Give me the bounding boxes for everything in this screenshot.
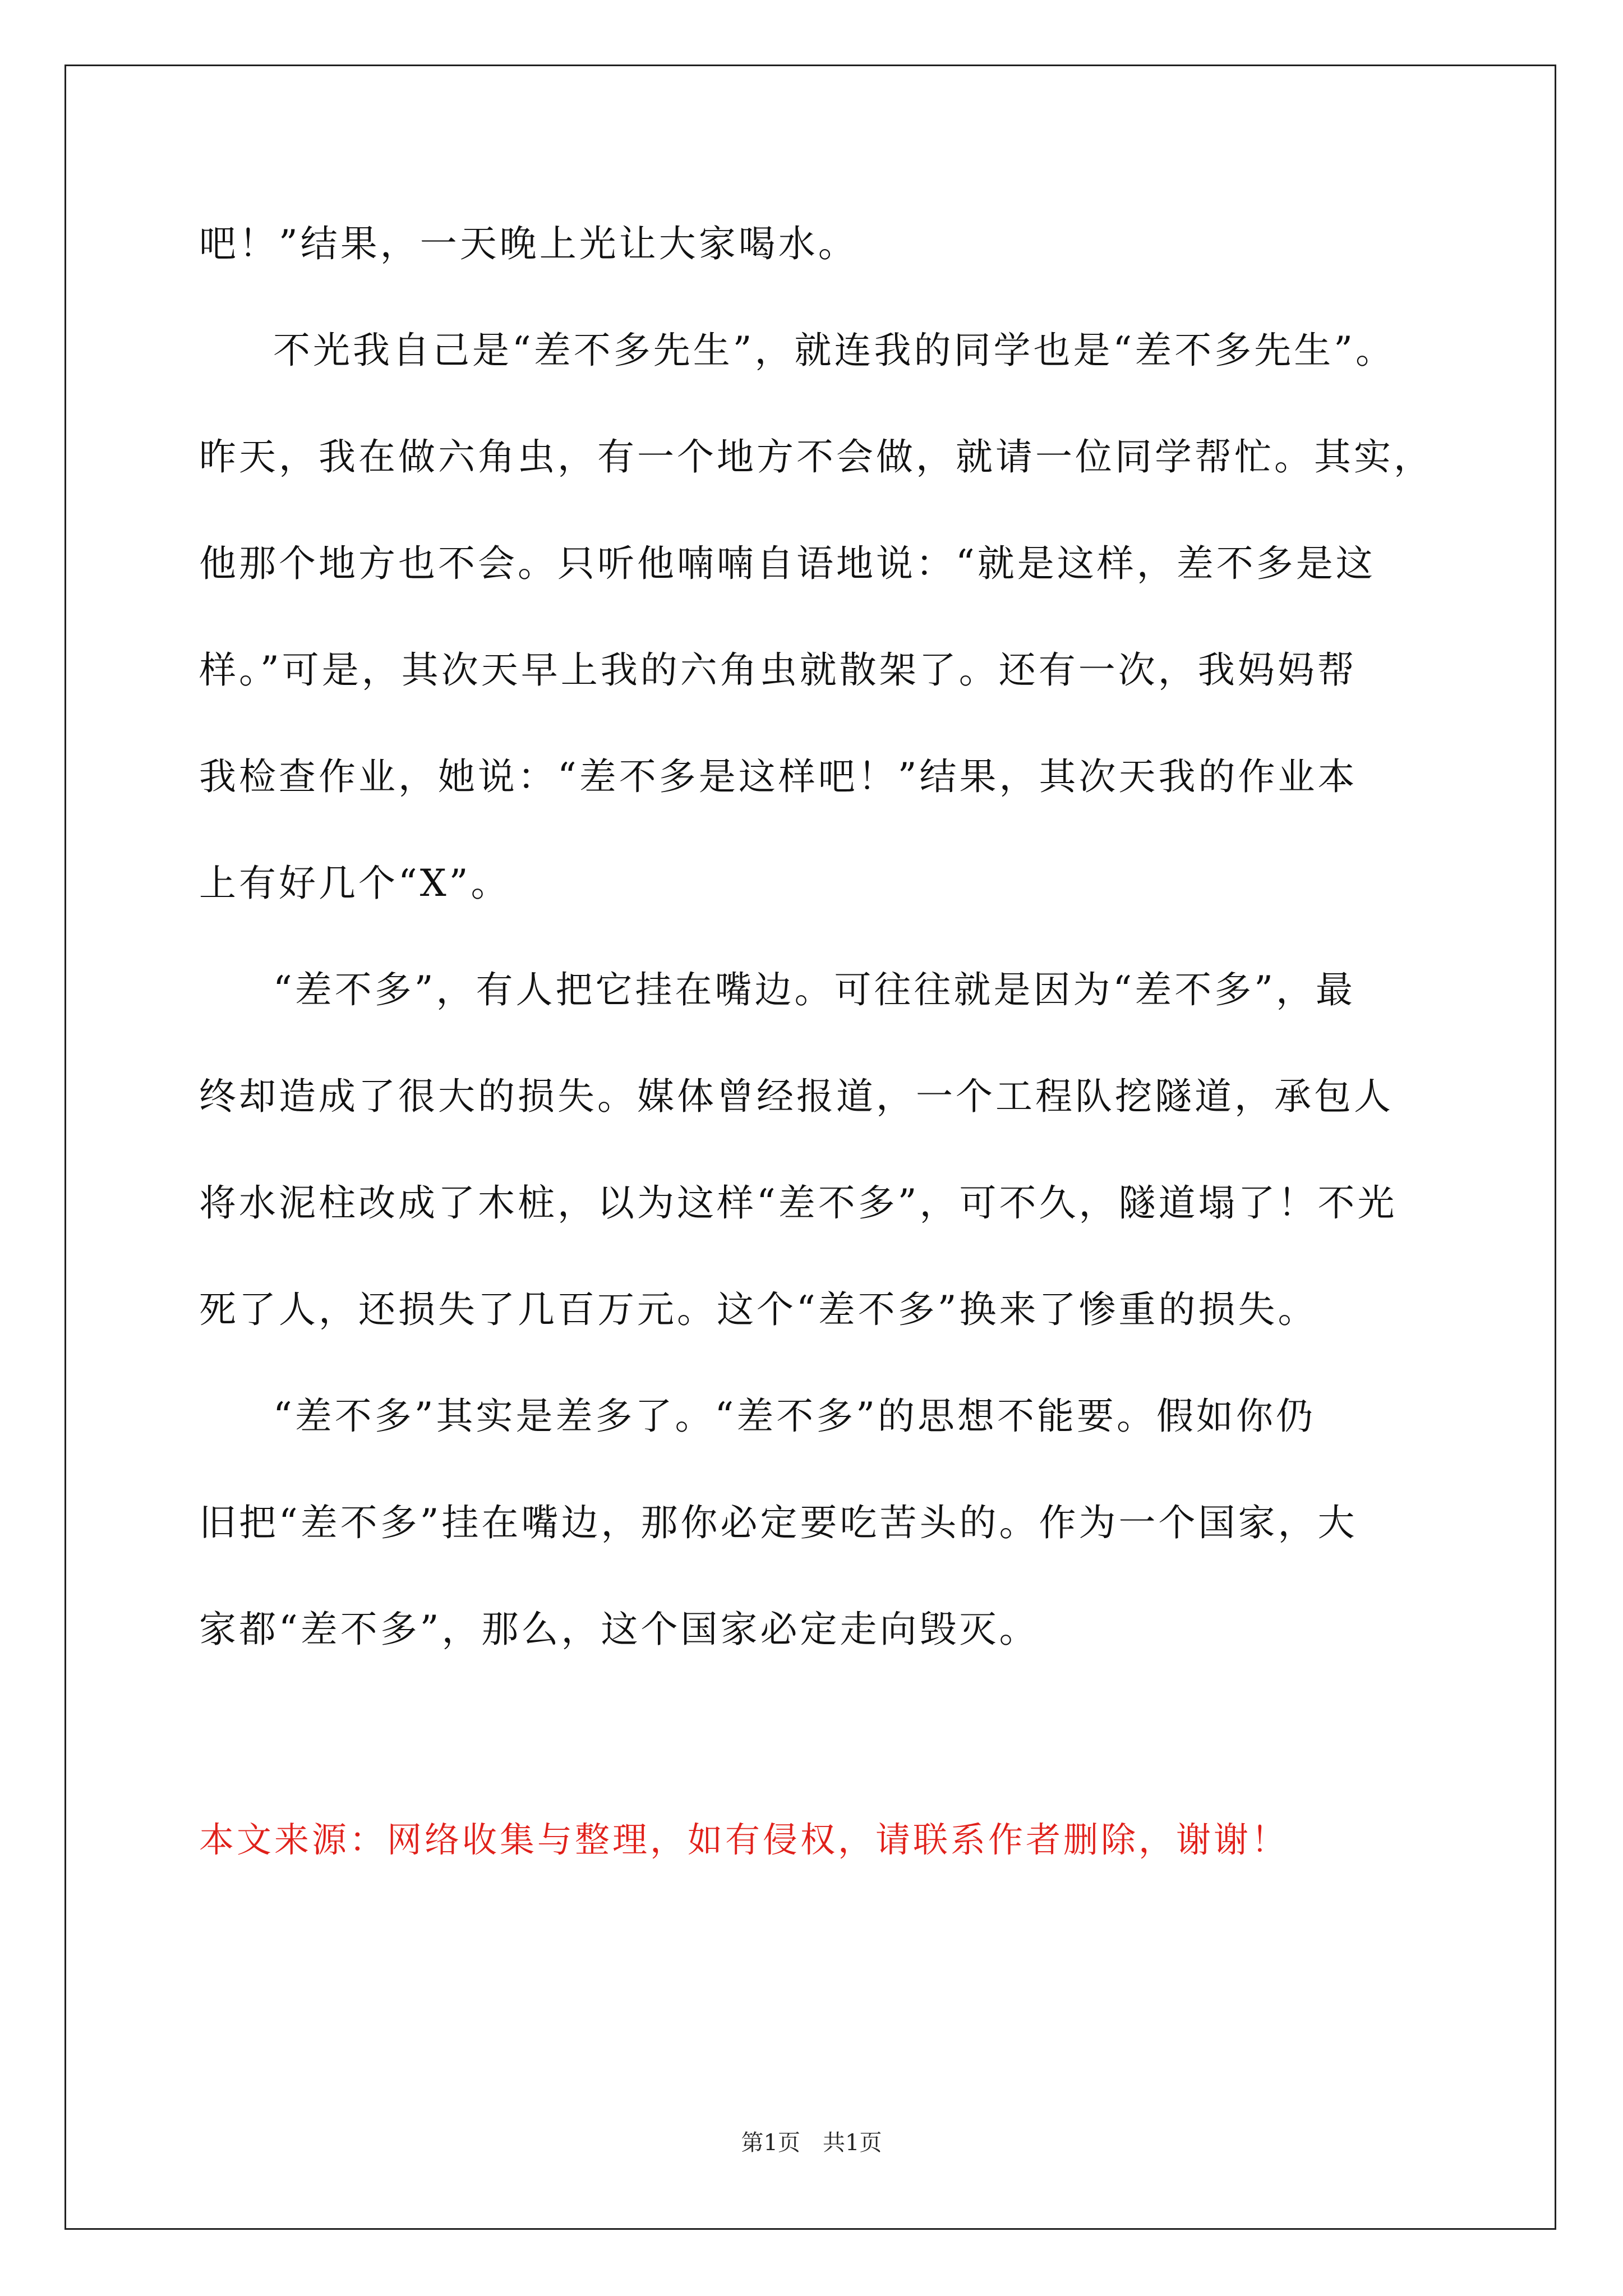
text-line: 旧把“差不多”挂在嘴边，那你必定要吃苦头的。作为一个国家，大 [199, 1501, 1358, 1544]
paragraph-start-line: “差不多”其实是差多了。“差不多”的思想不能要。假如你仍 [273, 1395, 1316, 1438]
text-line: 他那个地方也不会。只听他喃喃自语地说：“就是这样，差不多是这 [199, 542, 1376, 585]
source-note: 本文来源：网络收集与整理，如有侵权，请联系作者删除，谢谢！ [199, 1819, 1289, 1860]
text-line: 昨天，我在做六角虫，有一个地方不会做，就请一位同学帮忙。其实， [199, 435, 1433, 478]
text-line: 吧！”结果，一天晚上光让大家喝水。 [199, 222, 858, 265]
text-line: 上有好几个“X”。 [199, 862, 511, 905]
document-body [199, 210, 1433, 1703]
paragraph-start-line: “差不多”，有人把它挂在嘴边。可往往就是因为“差不多”，最 [273, 968, 1355, 1011]
text-line: 终却造成了很大的损失。媒体曾经报道，一个工程队挖隧道，承包人 [199, 1075, 1394, 1118]
page-footer: 第1页 共1页 [741, 2130, 882, 2156]
text-line: 家都“差不多”，那么，这个国家必定走向毁灭。 [199, 1608, 1039, 1651]
text-line: 我检查作业，她说：“差不多是这样吧！”结果，其次天我的作业本 [199, 755, 1358, 798]
text-line: 死了人，还损失了几百万元。这个“差不多”换来了惨重的损失。 [199, 1288, 1318, 1331]
paragraph-start-line: 不光我自己是“差不多先生”，就连我的同学也是“差不多先生”。 [273, 329, 1395, 372]
text-line: 样。”可是，其次天早上我的六角虫就散架了。还有一次，我妈妈帮 [199, 648, 1357, 692]
text-line: 将水泥柱改成了木桩，以为这样“差不多”，可不久，隧道塌了！不光 [199, 1181, 1398, 1225]
